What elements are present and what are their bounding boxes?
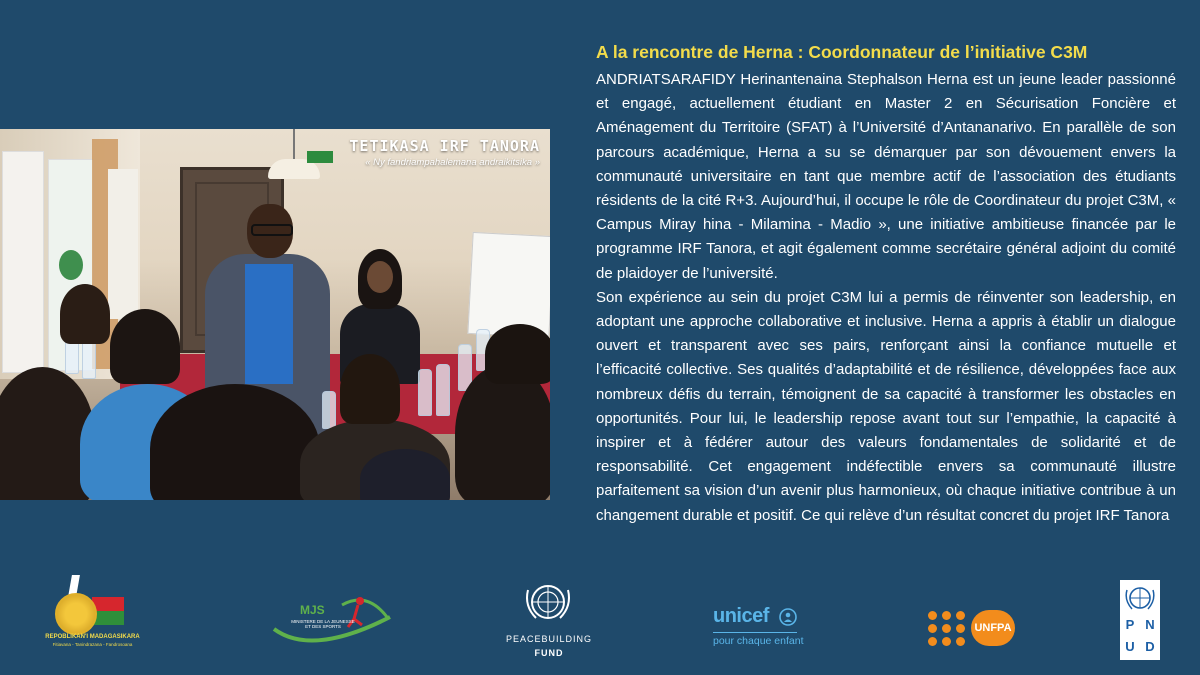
mjs-swoosh-icon [272,587,392,649]
pnud-letter-n: N [1145,617,1155,632]
caption-title: TETIKASA IRF TANORA [349,137,540,155]
pnud-letter-p: P [1125,617,1135,632]
pnud-logo [1120,580,1160,660]
article-paragraph-2: Son expérience au sein du projet C3M lui a permis de réinventer son leadership, en adoptant une approche collaborative et inclusive. Herna a appris à établir un dialogue ouvert et transparent avec ses pairs, renforçant ainsi la confiance mutuelle et l’efficacité collective. Ses qualités d’adaptabilité et de résilience, développées face aux nombreux défis du terrain, témoignent de sa capacité à transformer les obstacles en opportunités. Pour lui, le leadership repose avant tout sur l’empathie, la capacité à inspirer et à fédérer autour des valeurs fondamentales de solidarité et de responsabilité. Cet engagement indéfectible envers sa communauté illustre parfaitement sa vision d’un avenir plus harmonieux, où chaque initiative contribue à un changement durable et positif. Ce qui relève d’un résultat concret du projet IRF Tanora [596,288,1176,524]
unfpa-logo [928,607,1018,647]
seal-icon [55,593,97,635]
pnud-letter-u: U [1125,639,1135,654]
caption-subtitle: « Ny fandriampahalemana andraikitsika » [365,157,540,168]
pnud-letter-d: D [1145,639,1155,654]
republic-motto: Fitiavana - Tanindrazana - Fandrosoana [52,642,133,647]
partner-logos [0,575,1200,670]
un-emblem-icon [1124,584,1156,612]
event-photo [0,129,550,500]
republic-name: REPOBLIKAN'I MADAGASIKARA [45,634,140,640]
unicef-logo [713,605,808,655]
pbf-line1: PEACEBUILDING [505,634,593,644]
article-title: A la rencontre de Herna : Coordonnateur de l’initiative C3M [596,42,1088,62]
peacebuilding-fund-logo [505,580,595,665]
republic-madagascar-logo [40,575,145,655]
pbf-line2: FUND [534,648,564,658]
unfpa-wordmark: UNFPA [971,610,1015,646]
unicef-emblem-icon [779,608,797,626]
photo-caption [349,137,540,168]
mjs-abbr: MJS [300,603,325,617]
article-paragraph-1: ANDRIATSARAFIDY Herinantenaina Stephalson Herna est un jeune leader passionné et engagé, actuellement étudiant en Master 2 en Sécurisation Foncière et Aménagement du Territoire (SFAT) à l’Université d’Antananarivo. En parallèle de son parcours académique, Herna a su se démarquer par son dévouement envers la communauté universitaire en tant que membre actif de l’association des étudiants résidents de la cité R+3. Aujourd’hui, il occupe le rôle de Coordinateur du projet C3M, « Campus Miray hina - Milamina - Madio », une initiative ambitieuse financée par le programme IRF Tanora, et agit également comme secrétaire général adjoint du comité de plaidoyer de l’université. [596,71,1176,282]
mjs-full-name: MINISTERE DE LA JEUNESSE ET DES SPORTS [291,619,355,629]
un-emblem-icon [522,580,574,626]
unicef-tagline: pour chaque enfant [713,635,804,647]
mjs-logo [272,587,392,649]
article [596,40,1176,528]
unicef-wordmark: unicef [713,605,769,627]
